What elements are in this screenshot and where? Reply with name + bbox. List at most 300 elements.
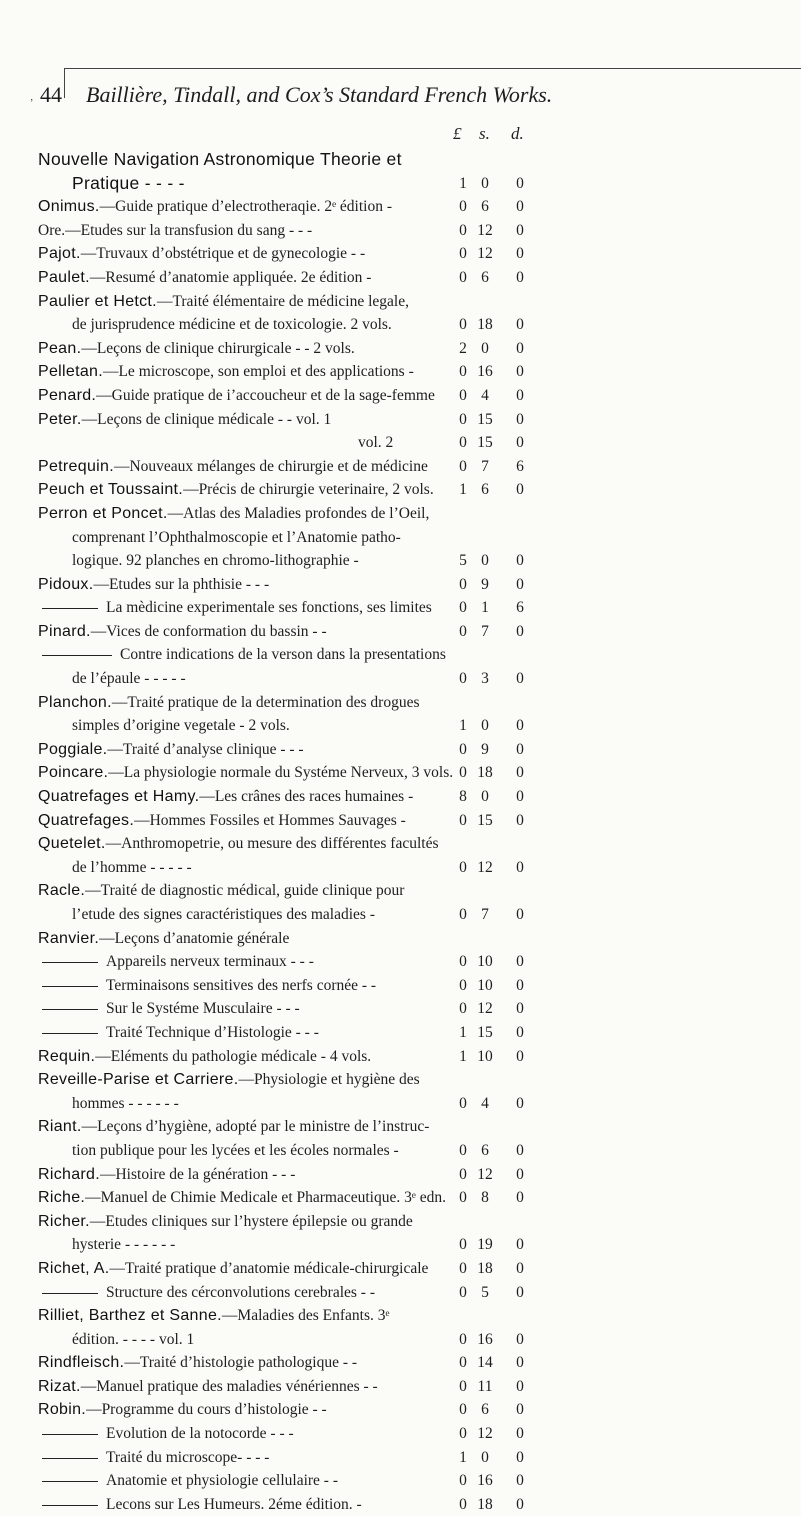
- entry-text: [38, 785, 413, 809]
- entry-text: [38, 1115, 429, 1139]
- entry-author: Riant.: [38, 1118, 82, 1136]
- catalogue-entry-line: [38, 761, 778, 785]
- entry-text: [38, 242, 365, 266]
- page-frame-rule: [64, 68, 801, 69]
- entry-author: Richer.: [38, 1212, 90, 1230]
- entry-author: Onimus.: [38, 198, 100, 216]
- catalogue-entry-line: [38, 1328, 778, 1352]
- entry-description: La mèdicine experimentale ses fonctions, ses limites: [106, 599, 432, 617]
- entry-description: —Atlas des Maladies profondes de l’Oeil,: [167, 504, 430, 522]
- catalogue-entry-line: [38, 1186, 778, 1210]
- running-title: Baillière, Tindall, and Cox’s Standard French Works.: [86, 82, 553, 107]
- price-pence: 0: [516, 1354, 524, 1372]
- entry-text: [72, 172, 185, 197]
- price-pounds: 0: [459, 1283, 467, 1301]
- entry-text: [38, 266, 371, 290]
- entry-text: [38, 809, 406, 833]
- price-shillings: 5: [481, 1283, 489, 1301]
- catalogue-entry-line: [38, 408, 778, 432]
- price-pence: 0: [516, 976, 524, 994]
- entry-description: —Histoire de la génération - - -: [99, 1165, 296, 1183]
- price-shillings: 11: [477, 1377, 493, 1395]
- entry-description: —Guide pratique de i’accoucheur et de la sage-femme: [96, 386, 435, 404]
- entry-text: [72, 313, 392, 337]
- price-shillings: 19: [477, 1236, 493, 1254]
- entry-author: Pean.: [38, 339, 82, 357]
- entry-text: [72, 714, 290, 738]
- entry-description: —Truvaux d’obstétrique et de gynecologie - -: [80, 245, 366, 263]
- price-pounds: 1: [459, 1448, 467, 1466]
- price-shillings: 0: [481, 1448, 489, 1466]
- price-pence: 0: [516, 1000, 524, 1018]
- entry-description: logique. 92 planches en chromo-lithographie -: [72, 552, 359, 570]
- catalogue-entry-line: [38, 1422, 778, 1446]
- catalogue-entry-line: [38, 785, 778, 809]
- catalogue-entry-line: [38, 927, 778, 951]
- catalogue-entry-line: [38, 809, 778, 833]
- entry-description: comprenant l’Ophthalmoscopie et l’Anatomie patho-: [72, 528, 401, 546]
- entry-text: [38, 1045, 371, 1069]
- catalogue-entry-line: [38, 1045, 778, 1069]
- entry-text: [38, 832, 439, 856]
- price-pounds: 0: [459, 622, 467, 640]
- price-pence: 0: [516, 316, 524, 334]
- price-pence: 0: [516, 622, 524, 640]
- entry-description: —Nouveaux mélanges de chirurgie et de médicine: [113, 457, 428, 475]
- entry-description: —Etudes sur la phthisie - - -: [93, 575, 270, 593]
- entry-author: Pinard.: [38, 622, 91, 640]
- entry-description: —Manuel pratique des maladies vénériennes - -: [80, 1377, 378, 1395]
- entry-description: —Guide pratique d’electrotheraqie. 2ᵉ édition -: [99, 198, 393, 216]
- entry-text: [38, 148, 402, 173]
- catalogue-entry-line: [38, 195, 778, 219]
- entry-author: Poggiale.: [38, 740, 108, 758]
- price-pounds: 1: [459, 174, 467, 192]
- entry-text: [38, 738, 304, 762]
- price-shillings: 7: [481, 622, 489, 640]
- entry-text: [38, 927, 289, 951]
- price-shillings: 12: [477, 1165, 493, 1183]
- entry-text: [38, 455, 428, 479]
- catalogue-entry-line: [38, 1281, 778, 1305]
- entry-author: Penard.: [38, 386, 97, 404]
- price-shillings: 12: [477, 1000, 493, 1018]
- price-pence: 0: [516, 245, 524, 263]
- ditto-rule: [42, 608, 98, 609]
- entry-text: [358, 431, 393, 455]
- price-pounds: 0: [459, 1141, 467, 1159]
- price-shillings: 16: [477, 1330, 493, 1348]
- price-pounds: 0: [459, 1401, 467, 1419]
- pounds-column-header: £: [453, 124, 462, 143]
- price-pence: 0: [516, 858, 524, 876]
- catalogue-entry-line: [38, 431, 778, 455]
- entry-text: [38, 1068, 420, 1092]
- entry-description: de l’homme - - - - -: [72, 858, 192, 876]
- price-pounds: 0: [459, 268, 467, 286]
- price-shillings: 0: [481, 788, 489, 806]
- price-pence: 0: [516, 953, 524, 971]
- entry-author: Quatrefages.: [38, 811, 135, 829]
- catalogue-entry-line: [38, 738, 778, 762]
- price-pounds: 0: [459, 575, 467, 593]
- price-shillings: 14: [477, 1354, 493, 1372]
- entry-description: hysterie - - - - - -: [72, 1236, 176, 1254]
- catalogue-entry-line: [38, 856, 778, 880]
- ditto-rule: [42, 1293, 98, 1294]
- price-pence: 0: [516, 1259, 524, 1277]
- price-pence: 0: [516, 1472, 524, 1490]
- price-pounds: 0: [459, 670, 467, 688]
- price-pounds: 0: [459, 906, 467, 923]
- entry-text: [38, 219, 312, 243]
- entry-description: —Programme du cours d’histologie - -: [86, 1401, 327, 1419]
- entry-description: —Leçons d’hygiène, adopté par le ministre de l’instruc-: [81, 1118, 430, 1136]
- price-pounds: 0: [459, 976, 467, 994]
- price-pence: 0: [516, 268, 524, 286]
- entry-text: [38, 1257, 428, 1281]
- entry-text: [106, 997, 300, 1021]
- price-pence: 0: [516, 788, 524, 806]
- price-shillings: 15: [477, 410, 493, 428]
- price-pounds: 1: [459, 1047, 467, 1065]
- entry-text: [38, 761, 453, 785]
- entry-description: Pratique - - - -: [72, 172, 185, 193]
- entry-description: Contre indications de la verson dans la presentations: [120, 646, 446, 664]
- catalogue-entry-line: [38, 478, 778, 502]
- price-shillings: 4: [481, 386, 489, 404]
- price-shillings: 6: [481, 481, 489, 499]
- price-pence: 0: [516, 1495, 524, 1513]
- entry-author: Nouvelle Navigation Astronomique Theorie et: [38, 149, 402, 169]
- catalogue-entry-line: [38, 1493, 778, 1516]
- price-pence: 0: [516, 481, 524, 499]
- price-shillings: 9: [481, 740, 489, 758]
- entry-text: [106, 1422, 294, 1446]
- price-pence: 0: [516, 1023, 524, 1041]
- price-pounds: 0: [459, 953, 467, 971]
- ditto-rule: [42, 1434, 98, 1435]
- price-pence: 0: [516, 386, 524, 404]
- entry-author: Pelletan.: [38, 363, 103, 381]
- catalogue-entry-line: [38, 242, 778, 266]
- ditto-rule: [42, 1033, 98, 1034]
- price-pence: 0: [516, 811, 524, 829]
- price-shillings: 1: [481, 599, 489, 617]
- catalogue-entry-line: [38, 290, 778, 314]
- price-pence: 0: [516, 1283, 524, 1301]
- entry-description: —Les crânes des races humaines -: [199, 788, 414, 806]
- price-pounds: 8: [459, 788, 467, 806]
- price-pounds: 0: [459, 434, 467, 452]
- catalogue-entry-line: [38, 313, 778, 337]
- price-pounds: 0: [459, 1472, 467, 1490]
- entry-author: Pajot.: [38, 245, 81, 263]
- entry-description: —Traité d’analyse clinique - - -: [107, 740, 304, 758]
- entry-author: Petrequin.: [38, 457, 114, 475]
- entry-text: [38, 360, 414, 384]
- price-pence: 0: [516, 1165, 524, 1183]
- entry-description: Evolution de la notocorde - - -: [106, 1425, 294, 1443]
- price-pence: 0: [516, 1401, 524, 1419]
- price-pence: 0: [516, 1094, 524, 1112]
- price-pence: 0: [516, 1047, 524, 1065]
- entry-description: —Etudes cliniques sur l’hystere épilepsie ou grande: [89, 1212, 413, 1230]
- ditto-rule: [42, 1009, 98, 1010]
- entry-description: —Manuel de Chimie Medicale et Pharmaceutique. 3ᵉ edn.: [85, 1189, 446, 1207]
- entry-text: [106, 1281, 375, 1305]
- price-shillings: 3: [481, 670, 489, 688]
- entry-text: [38, 691, 420, 715]
- entry-text: [38, 290, 409, 314]
- price-pounds: 1: [459, 1023, 467, 1041]
- price-pence: 0: [516, 670, 524, 688]
- price-pence: 0: [516, 1141, 524, 1159]
- catalogue-list: [38, 148, 778, 1516]
- entry-author: Quetelet.: [38, 835, 106, 853]
- entry-author: Poincare.: [38, 764, 109, 782]
- entry-text: [38, 620, 327, 644]
- price-pence: 0: [516, 740, 524, 758]
- catalogue-entry-line: [38, 1163, 778, 1187]
- entry-text: [106, 950, 314, 974]
- entry-description: —Le microscope, son emploi et des applications -: [102, 363, 414, 381]
- price-pounds: 0: [459, 1354, 467, 1372]
- catalogue-entry-line: [38, 549, 778, 573]
- entry-text: [72, 856, 192, 880]
- price-pence: 0: [516, 221, 524, 239]
- price-shillings: 16: [477, 363, 493, 381]
- entry-description: —Physiologie et hygiène des: [238, 1071, 420, 1089]
- entry-author: Robin.: [38, 1401, 87, 1419]
- price-pounds: 0: [459, 1094, 467, 1112]
- entry-description: —Vices de conformation du bassin - -: [90, 622, 327, 640]
- entry-author: Paulier et Hetct.: [38, 292, 157, 310]
- entry-description: Sur le Systéme Musculaire - - -: [106, 1000, 300, 1018]
- entry-text: [38, 1398, 327, 1422]
- catalogue-entry-line: [38, 667, 778, 691]
- price-pounds: 0: [459, 811, 467, 829]
- price-pounds: 0: [459, 1377, 467, 1395]
- price-shillings: 0: [481, 174, 489, 192]
- entry-description: Lecons sur Les Humeurs. 2éme édition. -: [106, 1495, 362, 1513]
- catalogue-entry-line: [38, 879, 778, 903]
- price-pence: 0: [516, 906, 524, 923]
- entry-text: [38, 1351, 357, 1375]
- price-pence: 0: [516, 410, 524, 428]
- price-pence: 0: [516, 1189, 524, 1207]
- catalogue-entry-line: [38, 1115, 778, 1139]
- entry-description: tion publique pour les lycées et les écoles normales -: [72, 1141, 399, 1159]
- entry-text: [38, 384, 435, 408]
- entry-description: —Traité de diagnostic médical, guide clinique pour: [85, 882, 405, 900]
- entry-text: [38, 1304, 389, 1328]
- price-shillings: 0: [481, 339, 489, 357]
- catalogue-entry-line: [38, 1139, 778, 1163]
- entry-text: [38, 502, 429, 526]
- entry-description: —Anthromopetrie, ou mesure des différentes facultés: [105, 835, 439, 853]
- catalogue-entry-line: [38, 974, 778, 998]
- price-shillings: 0: [481, 552, 489, 570]
- entry-description: de l’épaule - - - - -: [72, 670, 186, 688]
- entry-description: Ore.—Etudes sur la transfusion du sang - - -: [38, 221, 313, 239]
- price-pounds: 0: [459, 1495, 467, 1513]
- entry-description: —Traité pratique d’anatomie médicale-chirurgicale: [109, 1259, 429, 1277]
- catalogue-entry-line: [38, 172, 778, 196]
- catalogue-entry-line: [38, 596, 778, 620]
- catalogue-entry-line: [38, 502, 778, 526]
- price-pounds: 0: [459, 1189, 467, 1207]
- price-pounds: 0: [459, 1259, 467, 1277]
- entry-text: [72, 526, 401, 550]
- catalogue-entry-line: [38, 691, 778, 715]
- catalogue-entry-line: [38, 455, 778, 479]
- entry-description: Terminaisons sensitives des nerfs cornée - -: [106, 976, 377, 994]
- price-pence: 0: [516, 1425, 524, 1443]
- entry-author: Peter.: [38, 410, 82, 428]
- price-shillings: 12: [477, 1425, 493, 1443]
- entry-description: Anatomie et physiologie cellulaire - -: [106, 1472, 338, 1490]
- entry-author: Rizat.: [38, 1377, 81, 1395]
- entry-description: —Traité d’histologie pathologique - -: [124, 1354, 358, 1372]
- entry-text: [106, 974, 376, 998]
- price-pounds: 0: [459, 764, 467, 782]
- price-shillings: 12: [477, 221, 493, 239]
- price-pence: 0: [516, 575, 524, 593]
- entry-description: —La physiologie normale du Systéme Nerveux, 3 vols.: [108, 764, 454, 782]
- entry-description: —Eléments du pathologie médicale - 4 vols.: [95, 1047, 372, 1065]
- price-pounds: 0: [459, 599, 467, 617]
- price-pence: 0: [516, 764, 524, 782]
- catalogue-entry-line: [38, 643, 778, 667]
- catalogue-entry-line: [38, 903, 778, 927]
- catalogue-entry-line: [38, 1375, 778, 1399]
- entry-text: [72, 1233, 175, 1257]
- catalogue-entry-line: [38, 384, 778, 408]
- entry-author: Rilliet, Barthez et Sanne.: [38, 1307, 222, 1325]
- entry-text: [72, 1139, 399, 1163]
- entry-text: [38, 478, 434, 502]
- catalogue-entry-line: [38, 1068, 778, 1092]
- price-pounds: 1: [459, 481, 467, 499]
- catalogue-entry-line: [38, 219, 778, 243]
- entry-text: [106, 1493, 362, 1516]
- price-pence: 0: [516, 198, 524, 216]
- entry-text: [38, 408, 331, 432]
- price-shillings: 18: [477, 316, 493, 334]
- price-pounds: 0: [459, 245, 467, 263]
- entry-text: [38, 1375, 378, 1399]
- catalogue-entry-line: [38, 266, 778, 290]
- entry-author: Rindfleisch.: [38, 1354, 125, 1372]
- price-shillings: 0: [481, 717, 489, 735]
- entry-text: [72, 903, 375, 927]
- price-pence: 6: [516, 599, 524, 617]
- price-pence: 0: [516, 174, 524, 192]
- entry-author: Riche.: [38, 1189, 86, 1207]
- price-shillings: 8: [481, 1189, 489, 1207]
- entry-text: [72, 1328, 194, 1352]
- price-pounds: 2: [459, 339, 467, 357]
- entry-description: —Hommes Fossiles et Hommes Sauvages -: [134, 811, 406, 829]
- price-shillings: 9: [481, 575, 489, 593]
- ditto-rule: [42, 1505, 98, 1506]
- price-shillings: 6: [481, 1401, 489, 1419]
- entry-description: de jurisprudence médicine et de toxicologie. 2 vols.: [72, 316, 392, 334]
- entry-text: [38, 1163, 295, 1187]
- price-pence: 6: [516, 457, 524, 475]
- price-pence: 0: [516, 1330, 524, 1348]
- price-shillings: 16: [477, 1472, 493, 1490]
- entry-author: Planchon.: [38, 693, 112, 711]
- catalogue-entry-line: [38, 1257, 778, 1281]
- entry-description: —Traité élémentaire de médicine legale,: [156, 292, 409, 310]
- entry-author: Paulet.: [38, 268, 90, 286]
- price-shillings: 6: [481, 268, 489, 286]
- price-shillings: 18: [477, 1259, 493, 1277]
- ditto-rule: [42, 1481, 98, 1482]
- price-pounds: 0: [459, 410, 467, 428]
- price-shillings: 12: [477, 858, 493, 876]
- price-pounds: 0: [459, 198, 467, 216]
- price-pence: 0: [516, 339, 524, 357]
- catalogue-entry-line: [38, 148, 778, 172]
- page-number: 44: [40, 82, 62, 107]
- entry-description: Appareils nerveux terminaux - - -: [106, 953, 314, 971]
- entry-description: —Leçons de clinique chirurgicale - - 2 vols.: [81, 339, 355, 357]
- entry-text: [106, 596, 432, 620]
- price-pounds: 0: [459, 1165, 467, 1183]
- entry-description: —Resumé d’anatomie appliquée. 2e édition -: [89, 268, 372, 286]
- price-pence: 0: [516, 1377, 524, 1395]
- entry-text: [106, 1469, 338, 1493]
- entry-description: —Maladies des Enfants. 3ᵉ: [221, 1307, 390, 1325]
- catalogue-entry-line: [38, 1469, 778, 1493]
- entry-description: —Précis de chirurgie veterinaire, 2 vols.: [183, 481, 434, 499]
- entry-author: Richard.: [38, 1165, 100, 1183]
- catalogue-entry-line: [38, 1446, 778, 1470]
- price-pounds: 0: [459, 1000, 467, 1018]
- entry-description: Traité du microscope- - - -: [106, 1448, 270, 1466]
- entry-description: Traité Technique d’Histologie - - -: [106, 1023, 319, 1041]
- price-pounds: 1: [459, 717, 467, 735]
- price-shillings: 18: [477, 764, 493, 782]
- entry-text: [38, 195, 392, 219]
- entry-author: Peuch et Toussaint.: [38, 481, 184, 499]
- entry-text: [106, 1021, 319, 1045]
- ditto-rule: [42, 655, 112, 656]
- entry-description: —Leçons d’anatomie générale: [99, 929, 290, 947]
- catalogue-entry-line: [38, 1210, 778, 1234]
- entry-author: Perron et Poncet.: [38, 504, 168, 522]
- entry-text: [38, 879, 404, 903]
- catalogue-entry-line: [38, 1092, 778, 1116]
- shillings-column-header: s.: [479, 124, 490, 143]
- price-pence: 0: [516, 717, 524, 735]
- price-pounds: 0: [459, 1425, 467, 1443]
- price-shillings: 12: [477, 245, 493, 263]
- entry-author: Ranvier.: [38, 929, 100, 947]
- entry-text: [38, 1186, 446, 1210]
- entry-text: [72, 549, 359, 573]
- price-pounds: 0: [459, 1236, 467, 1254]
- entry-author: Quatrefages et Hamy.: [38, 788, 200, 806]
- catalogue-entry-line: [38, 1021, 778, 1045]
- price-shillings: 10: [477, 976, 493, 994]
- price-pence: 0: [516, 1448, 524, 1466]
- price-shillings: 15: [477, 811, 493, 829]
- running-head: [40, 82, 780, 108]
